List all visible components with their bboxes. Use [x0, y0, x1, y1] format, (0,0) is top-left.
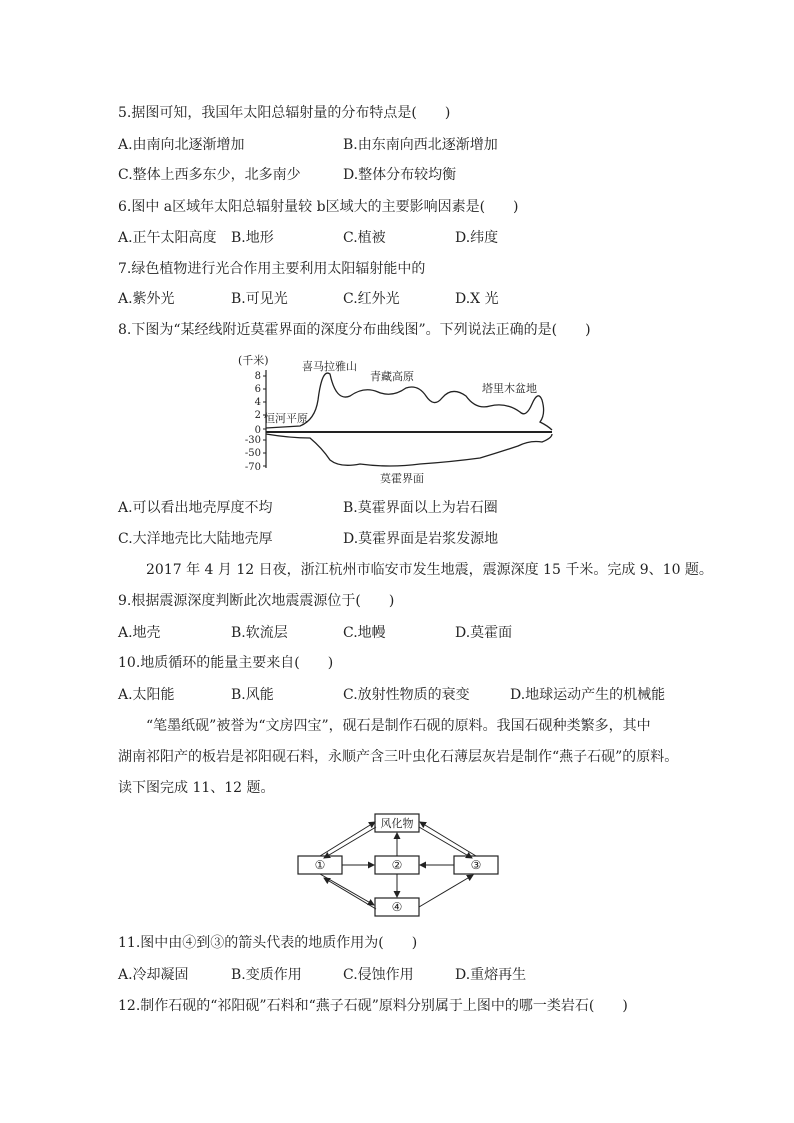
moho-depth-curve: [266, 434, 552, 466]
label-1: ①: [314, 858, 326, 872]
q8-stem: 8.下图为“某经线附近莫霍界面的深度分布曲线图”。下列说法正确的是( ): [118, 322, 591, 338]
label-2: ②: [391, 858, 403, 872]
label-himalaya: 喜马拉雅山: [302, 360, 357, 373]
q6-option-c: C.植被: [343, 230, 386, 246]
q11-stem: 11.图中由④到③的箭头代表的地质作用为( ): [118, 935, 418, 951]
q6-stem: 6.图中 a区域年太阳总辐射量较 b区域大的主要影响因素是( ): [118, 199, 519, 215]
label-tibet-plateau: 青藏高原: [370, 370, 414, 383]
q9-option-b: B.软流层: [231, 625, 288, 641]
q5-option-c: C.整体上西多东少，北多南少: [118, 167, 301, 183]
y-tick-8: 8: [254, 371, 261, 382]
q8-option-d: D.莫霍界面是岩浆发源地: [343, 531, 499, 547]
passage-inkstone-line1: “笔墨纸砚”被誉为“文房四宝”，砚石是制作石砚的原料。我国石砚种类繁多，其中: [146, 718, 651, 734]
y-tick-0: 0: [254, 425, 261, 436]
y-tick-4: 4: [254, 397, 261, 408]
y-tick-minus50: -50: [244, 448, 261, 459]
profile-unit-label: (千米): [238, 354, 269, 367]
q9-option-a: A.地壳: [118, 625, 161, 641]
q7-option-a: A.紫外光: [118, 291, 175, 307]
q9-stem: 9.根据震源深度判断此次地震震源位于( ): [118, 593, 395, 609]
passage-inkstone-line2: 湖南祁阳产的板岩是祁阳砚石料，永顺产含三叶虫化石薄层灰岩是制作“燕子石砚”的原料。: [118, 749, 679, 765]
q11-option-b: B.变质作用: [231, 967, 302, 983]
q7-option-d: D.X 光: [455, 291, 499, 307]
y-tick-2: 2: [254, 410, 261, 421]
q10-option-d: D.地球运动产生的机械能: [510, 687, 666, 703]
label-3: ③: [470, 858, 482, 872]
q8-option-c: C.大洋地壳比大陆地壳厚: [118, 531, 273, 547]
label-ganges-plain: 恒河平原: [264, 412, 308, 425]
q11-option-a: A.冷却凝固: [118, 967, 189, 983]
passage-inkstone-line3: 读下图完成 11、12 题。: [118, 780, 275, 796]
q8-option-b: B.莫霍界面以上为岩石圈: [343, 500, 498, 516]
q6-option-b: B.地形: [231, 230, 274, 246]
q6-option-d: D.纬度: [455, 230, 499, 246]
y-tick-minus30: -30: [244, 435, 261, 446]
q5-stem: 5.据图可知，我国年太阳总辐射量的分布特点是( ): [118, 105, 451, 121]
label-weathered-material: 风化物: [380, 817, 414, 830]
q6-option-a: A.正午太阳高度: [118, 230, 217, 246]
q12-stem: 12.制作石砚的“祁阳砚”石料和“燕子石砚”原料分别属于上图中的哪一类岩石( ): [118, 998, 628, 1014]
q9-option-c: C.地幔: [343, 625, 386, 641]
rock-cycle-figure: [290, 808, 504, 922]
q11-option-d: D.重熔再生: [455, 967, 527, 983]
q5-option-d: D.整体分布较均衡: [343, 167, 457, 183]
label-moho: 莫霍界面: [380, 472, 424, 485]
q10-option-a: A.太阳能: [118, 687, 175, 703]
label-4: ④: [391, 900, 403, 914]
y-tick-minus70: -70: [244, 462, 261, 473]
y-tick-6: 6: [254, 384, 261, 395]
passage-earthquake: 2017 年 4 月 12 日夜，浙江杭州市临安市发生地震，震源深度 15 千米。完成 9、10 题。: [146, 562, 713, 578]
q7-option-c: C.红外光: [343, 291, 400, 307]
q10-option-c: C.放射性物质的衰变: [343, 687, 470, 703]
q5-option-a: A.由南向北逐渐增加: [118, 137, 245, 153]
q10-option-b: B.风能: [231, 687, 274, 703]
q9-option-d: D.莫霍面: [455, 625, 513, 641]
q11-option-c: C.侵蚀作用: [343, 967, 414, 983]
q5-option-b: B.由东南向西北逐渐增加: [343, 137, 498, 153]
moho-profile-figure: [230, 350, 570, 490]
label-tarim-basin: 塔里木盆地: [482, 382, 537, 395]
q8-option-a: A.可以看出地壳厚度不均: [118, 500, 273, 516]
q7-option-b: B.可见光: [231, 291, 288, 307]
q7-stem: 7.绿色植物进行光合作用主要利用太阳辐射能中的: [118, 261, 426, 277]
q10-stem: 10.地质循环的能量主要来自( ): [118, 655, 334, 671]
